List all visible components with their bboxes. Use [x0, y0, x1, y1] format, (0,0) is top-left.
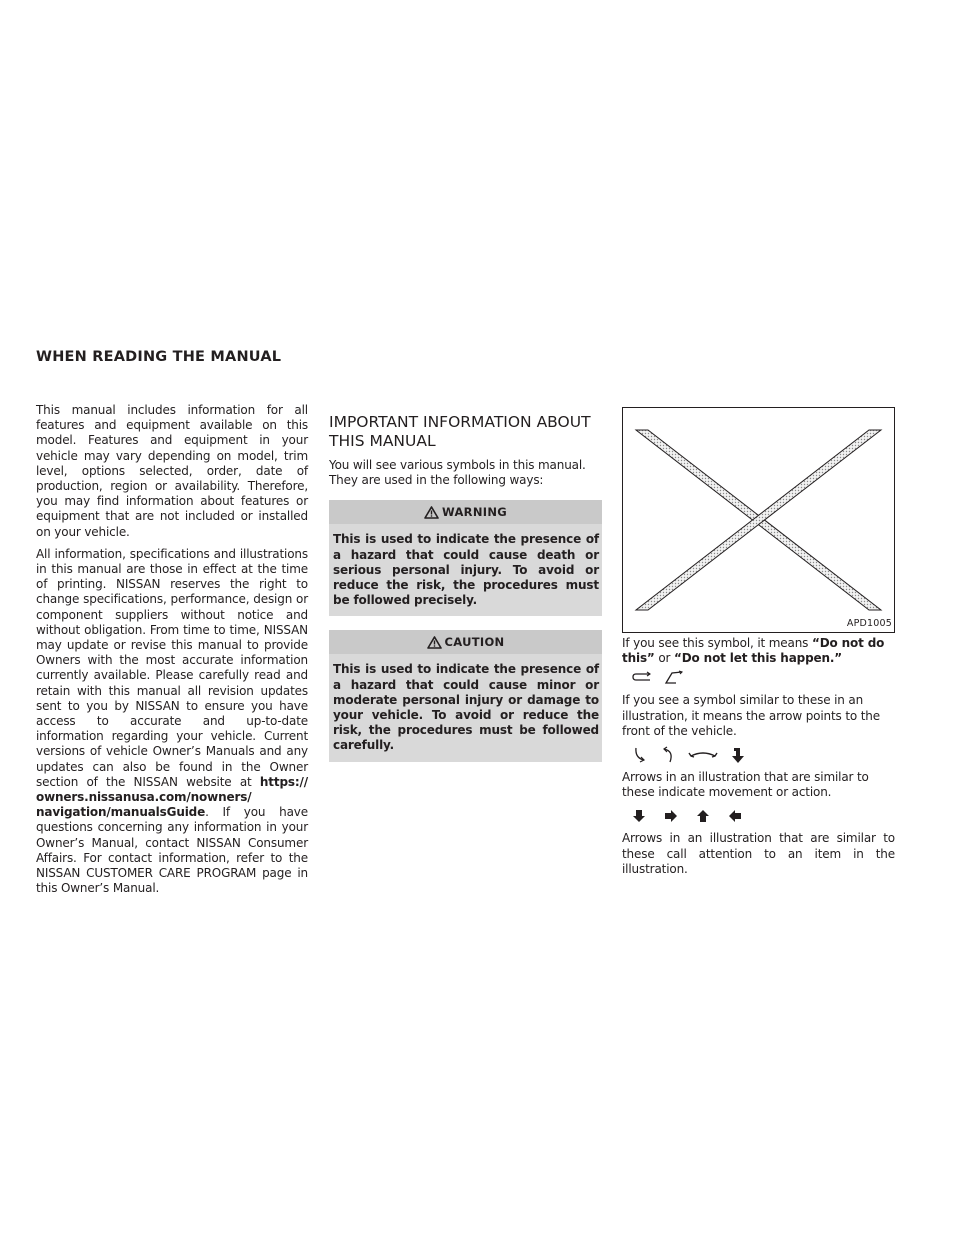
do-not-symbol-figure: [622, 407, 895, 633]
curved-arrow-down-icon: [632, 746, 648, 764]
movement-arrow-icons: [632, 746, 895, 764]
intro-paragraph-2-end: . If you have questions concerning any information in your Owner’s Manual, contact NISSAN Consumer Affairs. For contact information, refer to the NISSAN CUSTOMER CARE PROGRAM page in this Owner’s Manual.: [36, 805, 308, 896]
arrow-up-icon: [696, 809, 710, 823]
caution-box: [329, 630, 602, 761]
movement-arrow-description: Arrows in an illustration that are similar to these indicate movement or action.: [622, 770, 869, 800]
section-title: WHEN READING THE MANUAL: [36, 349, 282, 365]
caution-text: This is used to indicate the presence of a hazard that could cause minor or moderate personal injury or damage to your vehicle. To avoid or reduce the risk, the procedures must be followed carefully.: [333, 662, 599, 753]
do-not-x-icon: [623, 408, 894, 632]
important-info-text: You will see various symbols in this manual. They are used in the following ways:: [329, 458, 586, 488]
arrow-down-icon: [632, 809, 646, 823]
double-arrow-icon: [688, 748, 718, 762]
front-arrow-angled-icon: [664, 670, 684, 686]
figure-code: APD1005: [846, 617, 892, 629]
front-arrow-icon: [632, 671, 652, 685]
do-not-text: If you see this symbol, it means: [622, 636, 812, 650]
caution-header: [329, 630, 602, 654]
do-not-let-phrase: “Do not let this happen.”: [674, 651, 843, 666]
column-middle: [329, 403, 602, 762]
intro-paragraph-1: This manual includes information for all features and equipment available on this model. Features and equipment in your vehicle may vary depending on model, trim level, options selected, order, date of production, region or availability. Therefore, you may find information about features or equipment that are not included or installed on your vehicle.: [36, 403, 308, 539]
owners-website-link[interactable]: https:// owners.nissanusa.com/nowners/ navigation/manualsGuide: [36, 774, 308, 820]
warning-triangle-icon: [424, 506, 439, 519]
front-arrow-description: If you see a symbol similar to these in an illustration, it means the arrow points to the front of the vehicle.: [622, 693, 880, 738]
column-right: [622, 407, 895, 884]
warning-header: [329, 500, 602, 524]
intro-paragraph-2-text: All information, specifications and illustrations in this manual are those in effect at the time of printing. NISSAN reserves the right to change specifications, performance, design or component suppliers without notice and without obligation. From time to time, NISSAN may update or revise this manual to provide Owners with the most accurate information currently available. Please carefully read and retain with this manual all revision updates sent to you by NISSAN to ensure you have access to accurate and up-to-date information regarding your vehicle. Current versions of vehicle Owner’s Manuals and any updates can also be found in the Owner section of the NISSAN website at: [36, 546, 308, 789]
warning-triangle-icon: [427, 636, 442, 649]
warning-label: WARNING: [442, 504, 507, 519]
attention-arrow-description: Arrows in an illustration that are similar to these call attention to an item in the illustration.: [622, 831, 895, 876]
curved-arrow-up-icon: [660, 746, 676, 764]
arrow-right-icon: [664, 809, 678, 823]
attention-arrow-icons: [632, 807, 895, 825]
do-not-description: [622, 636, 895, 666]
front-arrow-icons: [632, 669, 895, 687]
caution-label: CAUTION: [444, 634, 505, 649]
do-not-phrase: “Do not do this”: [622, 636, 885, 666]
warning-box: [329, 500, 602, 616]
intro-paragraph-2: [36, 547, 308, 897]
arrow-left-icon: [728, 809, 742, 823]
column-left: [36, 403, 308, 904]
bent-arrow-icon: [730, 746, 746, 764]
important-info-heading: IMPORTANT INFORMATION ABOUT THIS MANUAL: [329, 413, 591, 450]
do-not-or: or: [654, 651, 674, 666]
warning-text: This is used to indicate the presence of a hazard that could cause death or serious personal injury. To avoid or reduce the risk, the procedures must be followed precisely.: [333, 532, 599, 608]
